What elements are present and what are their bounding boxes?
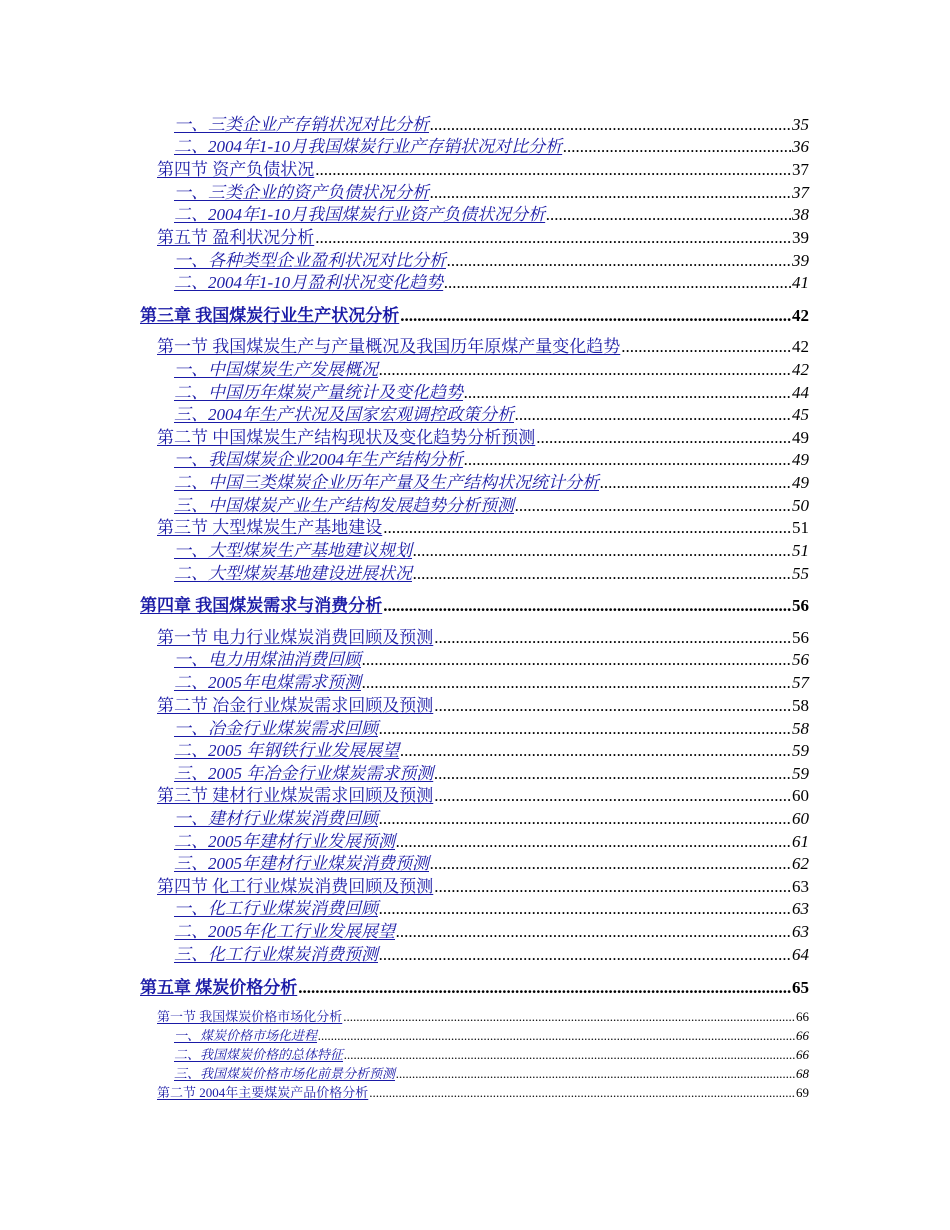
toc-page-number: 66 xyxy=(796,1047,809,1062)
toc-dot-leader xyxy=(600,472,791,494)
toc-section-entry[interactable] xyxy=(157,336,809,358)
toc-entry-title-link[interactable]: 一、化工行业煤炭消费回顾 xyxy=(174,899,378,918)
toc-entry-title-link[interactable]: 一、冶金行业煤炭需求回顾 xyxy=(174,719,378,738)
toc-dot-leader xyxy=(447,250,791,272)
toc-page-number: 36 xyxy=(792,137,809,156)
toc-dot-leader xyxy=(413,563,791,585)
toc-page-number: 55 xyxy=(792,564,809,583)
toc-subsection-entry[interactable] xyxy=(174,182,809,204)
toc-page-number: 56 xyxy=(792,650,809,669)
toc-page-number: 39 xyxy=(792,228,809,247)
toc-dot-leader xyxy=(464,449,791,471)
toc-entry-title-link[interactable]: 一、三类企业产存销状况对比分析 xyxy=(174,115,429,134)
toc-dot-leader xyxy=(430,853,791,875)
toc-dot-leader xyxy=(396,1065,795,1083)
toc-page-number: 66 xyxy=(796,1009,809,1024)
toc-dot-leader xyxy=(383,594,791,618)
toc-entry-title-link[interactable]: 二、2004年1-10月我国煤炭行业产存销状况对比分析 xyxy=(174,137,563,156)
toc-subsection-entry[interactable] xyxy=(174,921,809,943)
toc-page-number: 58 xyxy=(792,719,809,738)
toc-subsection-entry[interactable] xyxy=(174,672,809,694)
toc-section-entry[interactable] xyxy=(157,627,809,649)
toc-entry-title-link[interactable]: 第四节 化工行业煤炭消费回顾及预测 xyxy=(157,877,434,896)
toc-dot-leader xyxy=(400,740,791,762)
toc-entry-title-link[interactable]: 三、2005年建材行业煤炭消费预测 xyxy=(174,854,429,873)
toc-page-number: 39 xyxy=(792,251,809,270)
toc-subsection-entry[interactable] xyxy=(174,831,809,853)
toc-chapter-entry[interactable] xyxy=(140,976,809,1000)
toc-page-number: 58 xyxy=(792,696,809,715)
toc-subsection-entry[interactable] xyxy=(174,495,809,517)
toc-entry-title-link[interactable]: 一、建材行业煤炭消费回顾 xyxy=(174,809,378,828)
toc-chapter-entry[interactable] xyxy=(140,594,809,618)
toc-entry-title-link[interactable]: 一、煤炭价格市场化进程 xyxy=(174,1028,318,1043)
toc-dot-leader xyxy=(430,182,791,204)
toc-entry-title-link[interactable]: 一、我国煤炭企业2004年生产结构分析 xyxy=(174,450,463,469)
toc-dot-leader xyxy=(343,1008,795,1026)
toc-subsection-entry[interactable] xyxy=(174,382,809,404)
toc-entry-title-link[interactable]: 第四章 我国煤炭需求与消费分析 xyxy=(140,596,383,615)
toc-page-number: 49 xyxy=(792,428,809,447)
toc-subsection-entry[interactable] xyxy=(174,944,809,966)
toc-entry-title-link[interactable]: 二、2004年1-10月我国煤炭行业资产负债状况分析 xyxy=(174,205,546,224)
toc-dot-leader xyxy=(379,718,791,740)
toc-subsection-entry[interactable] xyxy=(174,404,809,426)
toc-entry-title-link[interactable]: 一、大型煤炭生产基地建议规划 xyxy=(174,541,412,560)
toc-dot-leader xyxy=(396,921,791,943)
toc-entry-title-link[interactable]: 三、2004年生产状况及国家宏观调控政策分析 xyxy=(174,405,514,424)
toc-subsection-entry[interactable] xyxy=(174,204,809,226)
toc-entry-title-link[interactable]: 一、中国煤炭生产发展概况 xyxy=(174,360,378,379)
toc-section-entry[interactable] xyxy=(157,876,809,898)
toc-dot-leader xyxy=(379,898,791,920)
toc-entry-title-link[interactable]: 三、2005 年冶金行业煤炭需求预测 xyxy=(174,764,434,783)
toc-page-number: 59 xyxy=(792,764,809,783)
toc-entry-title-link[interactable]: 二、2005年化工行业发展展望 xyxy=(174,922,395,941)
toc-dot-leader xyxy=(315,227,791,249)
toc-subsection-entry[interactable] xyxy=(174,740,809,762)
toc-section-entry[interactable] xyxy=(157,427,809,449)
toc-dot-leader xyxy=(546,204,791,226)
toc-subsection-entry[interactable] xyxy=(174,540,809,562)
toc-page-number: 42 xyxy=(792,360,809,379)
toc-subsection-entry[interactable] xyxy=(174,853,809,875)
toc-dot-leader xyxy=(563,136,791,158)
toc-entry-title-link[interactable]: 一、各种类型企业盈利状况对比分析 xyxy=(174,251,446,270)
toc-subsection-entry[interactable] xyxy=(174,1027,809,1045)
toc-section-entry[interactable] xyxy=(157,517,809,539)
toc-page-number: 56 xyxy=(792,628,809,647)
toc-subsection-entry[interactable] xyxy=(174,114,809,136)
toc-entry-title-link[interactable]: 第四节 资产负债状况 xyxy=(157,160,315,179)
toc-entry-title-link[interactable]: 第一节 电力行业煤炭消费回顾及预测 xyxy=(157,628,434,647)
toc-subsection-entry[interactable] xyxy=(174,563,809,585)
toc-dot-leader xyxy=(430,114,791,136)
toc-page-number: 66 xyxy=(796,1028,809,1043)
toc-entry-title-link[interactable]: 二、2004年1-10月盈利状况变化趋势 xyxy=(174,273,444,292)
toc-subsection-entry[interactable] xyxy=(174,1046,809,1064)
toc-entry-title-link[interactable]: 三、化工行业煤炭消费预测 xyxy=(174,945,378,964)
toc-page-number: 49 xyxy=(792,473,809,492)
toc-dot-leader xyxy=(434,763,791,785)
toc-dot-leader xyxy=(362,649,791,671)
toc-entry-title-link[interactable]: 二、2005年建材行业发展预测 xyxy=(174,832,395,851)
toc-section-entry[interactable] xyxy=(157,1084,809,1102)
toc-dot-leader xyxy=(444,272,791,294)
toc-page-number: 69 xyxy=(796,1085,809,1100)
toc-page-number: 61 xyxy=(792,832,809,851)
toc-page-number: 37 xyxy=(792,160,809,179)
toc-entry-title-link[interactable]: 三、我国煤炭价格市场化前景分析预测 xyxy=(174,1066,396,1081)
toc-page-number: 60 xyxy=(792,809,809,828)
toc-page-number: 44 xyxy=(792,383,809,402)
toc-entry-title-link[interactable]: 第二节 冶金行业煤炭需求回顾及预测 xyxy=(157,696,434,715)
toc-page-number: 51 xyxy=(792,518,809,537)
toc-dot-leader xyxy=(434,785,791,807)
toc-page-number: 51 xyxy=(792,541,809,560)
toc-page-number: 64 xyxy=(792,945,809,964)
toc-dot-leader xyxy=(379,808,791,830)
toc-section-entry[interactable] xyxy=(157,695,809,717)
toc-dot-leader xyxy=(379,359,791,381)
toc-dot-leader xyxy=(383,517,791,539)
toc-entry-title-link[interactable]: 第五节 盈利状况分析 xyxy=(157,228,315,247)
toc-subsection-entry[interactable] xyxy=(174,808,809,830)
toc-dot-leader xyxy=(621,336,791,358)
toc-entry-title-link[interactable]: 二、中国三类煤炭企业历年产量及生产结构状况统计分析 xyxy=(174,473,599,492)
toc-section-entry[interactable] xyxy=(157,1008,809,1026)
toc-dot-leader xyxy=(400,304,791,328)
toc-subsection-entry[interactable] xyxy=(174,898,809,920)
toc-entry-title-link[interactable]: 一、电力用煤油消费回顾 xyxy=(174,650,361,669)
toc-subsection-entry[interactable] xyxy=(174,763,809,785)
toc-section-entry[interactable] xyxy=(157,785,809,807)
toc-entry-title-link[interactable]: 第二节 中国煤炭生产结构现状及变化趋势分析预测 xyxy=(157,428,536,447)
toc-page-number: 60 xyxy=(792,786,809,805)
toc-dot-leader xyxy=(413,540,791,562)
toc-entry-title-link[interactable]: 二、2005 年钢铁行业发展展望 xyxy=(174,741,400,760)
toc-page-number: 63 xyxy=(792,922,809,941)
toc-entry-title-link[interactable]: 第三章 我国煤炭行业生产状况分析 xyxy=(140,306,400,325)
toc-dot-leader xyxy=(315,159,791,181)
toc-page-number: 49 xyxy=(792,450,809,469)
toc-entry-title-link[interactable]: 第三节 大型煤炭生产基地建设 xyxy=(157,518,383,537)
toc-subsection-entry[interactable] xyxy=(174,1065,809,1083)
toc-section-entry[interactable] xyxy=(157,159,809,181)
toc-subsection-entry[interactable] xyxy=(174,272,809,294)
toc-page-number: 63 xyxy=(792,899,809,918)
toc-subsection-entry[interactable] xyxy=(174,136,809,158)
toc-page-number: 65 xyxy=(792,978,809,997)
toc-page-number: 63 xyxy=(792,877,809,896)
toc-dot-leader xyxy=(434,627,791,649)
toc-entry-title-link[interactable]: 二、大型煤炭基地建设进展状况 xyxy=(174,564,412,583)
toc-subsection-entry[interactable] xyxy=(174,718,809,740)
toc-page-number: 35 xyxy=(792,115,809,134)
toc-dot-leader xyxy=(536,427,791,449)
toc-dot-leader xyxy=(362,672,791,694)
toc-entry-title-link[interactable]: 第二节 2004年主要煤炭产品价格分析 xyxy=(157,1085,369,1100)
toc-entry-title-link[interactable]: 三、中国煤炭产业生产结构发展趋势分析预测 xyxy=(174,496,514,515)
toc-page-number: 50 xyxy=(792,496,809,515)
toc-subsection-entry[interactable] xyxy=(174,649,809,671)
toc-entry-title-link[interactable]: 第一节 我国煤炭生产与产量概况及我国历年原煤产量变化趋势 xyxy=(157,337,621,356)
toc-subsection-entry[interactable] xyxy=(174,449,809,471)
toc-page-number: 68 xyxy=(796,1066,809,1081)
toc-dot-leader xyxy=(369,1084,795,1102)
toc-dot-leader xyxy=(434,695,791,717)
toc-section-entry[interactable] xyxy=(157,227,809,249)
toc-page-number: 57 xyxy=(792,673,809,692)
toc-entry-title-link[interactable]: 第一节 我国煤炭价格市场化分析 xyxy=(157,1009,343,1024)
toc-page-number: 45 xyxy=(792,405,809,424)
toc-subsection-entry[interactable] xyxy=(174,472,809,494)
toc-dot-leader xyxy=(396,831,791,853)
toc-chapter-entry[interactable] xyxy=(140,304,809,328)
toc-page-number: 42 xyxy=(792,337,809,356)
toc-entry-title-link[interactable]: 二、我国煤炭价格的总体特征 xyxy=(174,1047,344,1062)
toc-page-number: 62 xyxy=(792,854,809,873)
toc-entry-title-link[interactable]: 第五章 煤炭价格分析 xyxy=(140,978,298,997)
toc-dot-leader xyxy=(318,1027,795,1045)
toc-page-number: 59 xyxy=(792,741,809,760)
toc-page-number: 42 xyxy=(792,306,809,325)
toc-entry-title-link[interactable]: 二、2005年电煤需求预测 xyxy=(174,673,361,692)
toc-dot-leader xyxy=(298,976,791,1000)
toc-dot-leader xyxy=(515,404,791,426)
toc-page-number: 41 xyxy=(792,273,809,292)
toc-page-number: 56 xyxy=(792,596,809,615)
toc-entry-title-link[interactable]: 一、三类企业的资产负债状况分析 xyxy=(174,183,429,202)
toc-entry-title-link[interactable]: 第三节 建材行业煤炭需求回顾及预测 xyxy=(157,786,434,805)
toc-dot-leader xyxy=(344,1046,795,1064)
toc-dot-leader xyxy=(434,876,791,898)
toc-entry-title-link[interactable]: 二、中国历年煤炭产量统计及变化趋势 xyxy=(174,383,463,402)
toc-dot-leader xyxy=(515,495,791,517)
toc-page-number: 37 xyxy=(792,183,809,202)
toc-dot-leader xyxy=(379,944,791,966)
toc-page-number: 38 xyxy=(792,205,809,224)
toc-dot-leader xyxy=(464,382,791,404)
toc-subsection-entry[interactable] xyxy=(174,359,809,381)
toc-subsection-entry[interactable] xyxy=(174,250,809,272)
